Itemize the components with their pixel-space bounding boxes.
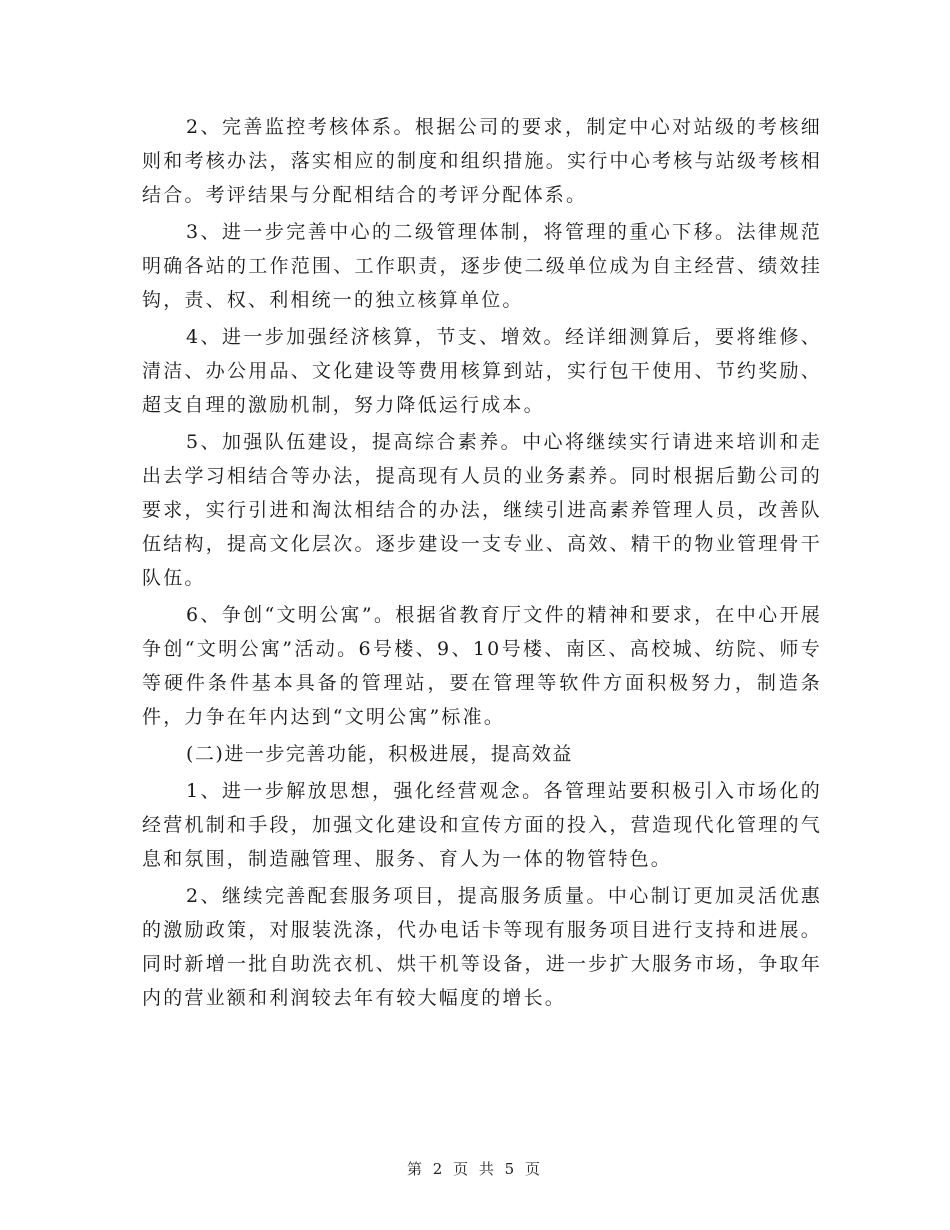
paragraph-6: 6、争创“文明公寓”。根据省教育厅文件的精神和要求，在中心开展争创“文明公寓”活动。6号楼、9、10号楼、南区、高校城、纺院、师专等硬件条件基本具备的管理站，要在管理等软件方面积极努力，制造条件，力争在年内达到“文明公寓”标准。 <box>142 604 822 728</box>
paragraph-2: 2、完善监控考核体系。根据公司的要求，制定中心对站级的考核细则和考核办法，落实相应的制度和组织措施。实行中心考核与站级考核相结合。考评结果与分配相结合的考评分配体系。 <box>142 116 822 206</box>
document-body <box>142 110 822 1018</box>
paragraph-3: 3、进一步完善中心的二级管理体制，将管理的重心下移。法律规范明确各站的工作范围、工作职责，逐步使二级单位成为自主经营、绩效挂钩，责、权、利相统一的独立核算单位。 <box>142 221 822 311</box>
paragraph-5: 5、加强队伍建设，提高综合素养。中心将继续实行请进来培训和走出去学习相结合等办法，提高现有人员的业务素养。同时根据后勤公司的要求，实行引进和淘汰相结合的办法，继续引进高素养管理人员，改善队伍结构，提高文化层次。逐步建设一支专业、高效、精干的物业管理骨干队伍。 <box>142 431 822 589</box>
paragraph-4: 4、进一步加强经济核算，节支、增效。经详细测算后，要将维修、清洁、办公用品、文化建设等费用核算到站，实行包干使用、节约奖励、超支自理的激励机制，努力降低运行成本。 <box>142 326 822 416</box>
paragraph-b1: 1、进一步解放思想，强化经营观念。各管理站要积极引入市场化的经营机制和手段，加强文化建设和宣传方面的投入，营造现代化管理的气息和氛围，制造融管理、服务、育人为一体的物管特色。 <box>142 780 822 870</box>
paragraph-b2: 2、继续完善配套服务项目，提高服务质量。中心制订更加灵活优惠的激励政策，对服装洗涤，代办电话卡等现有服务项目进行支持和进展。同时新增一批自助洗衣机、烘干机等设备，进一步扩大服务市场，争取年内的营业额和利润较去年有较大幅度的增长。 <box>142 885 822 1009</box>
page-number-footer: 第 2 页 共 5 页 <box>407 1160 543 1178</box>
section-heading: (二)进一步完善功能，积极进展，提高效益 <box>186 743 573 765</box>
